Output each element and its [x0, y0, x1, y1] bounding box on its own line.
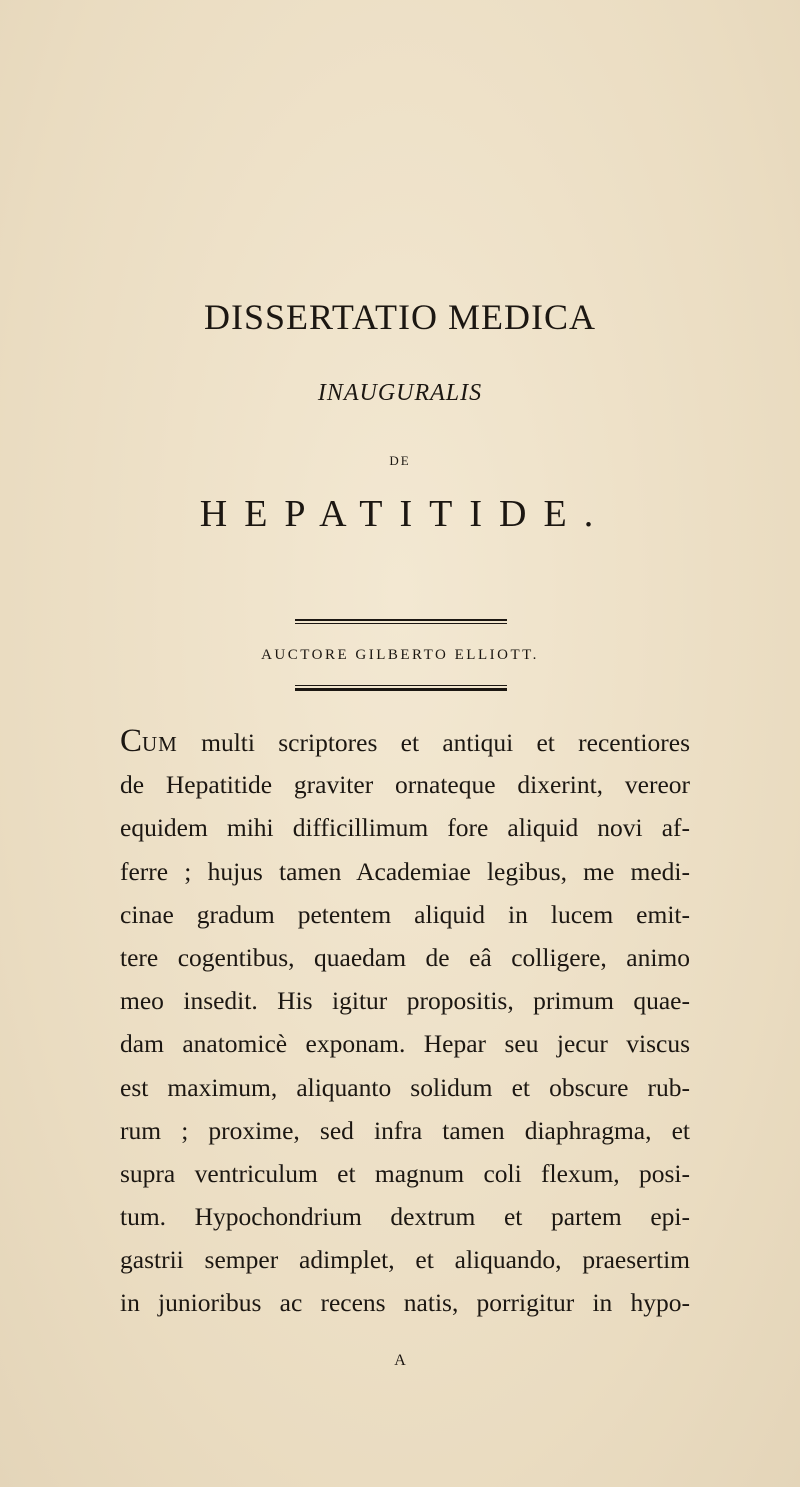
text-line: supra ventriculum et magnum coli flexum, posi-: [120, 1158, 690, 1188]
top-divider-rule-thin: [295, 623, 507, 624]
drop-capital: C: [120, 723, 143, 759]
text-line: de Hepatitide graviter ornateque dixerint, vereor: [120, 770, 690, 800]
line-1-text: multi scriptores et antiqui et recentiores: [177, 728, 690, 757]
text-line: est maximum, aliquanto solidum et obscure rub-: [120, 1072, 690, 1102]
small-caps-word: UM: [142, 732, 178, 756]
dissertation-topic: HEPATITIDE.: [199, 493, 611, 535]
text-line-1: [120, 720, 690, 763]
dissertation-subtitle: INAUGURALIS: [317, 380, 483, 406]
text-line: tum. Hypochondrium dextrum et partem epi-: [120, 1202, 690, 1232]
body-paragraph: [120, 720, 690, 1325]
bottom-divider-rule-thin: [295, 685, 507, 686]
text-line: equidem mihi difficillimum fore aliquid novi af-: [120, 813, 690, 843]
text-line: gastrii semper adimplet, et aliquando, praesertim: [120, 1245, 690, 1275]
signature-mark: A: [394, 1352, 406, 1369]
text-line: cinae gradum petentem aliquid in lucem emit-: [120, 899, 690, 929]
text-line: rum ; proxime, sed infra tamen diaphragma, et: [120, 1115, 690, 1145]
top-divider-rule: [295, 619, 507, 621]
text-line: in junioribus ac recens natis, porrigitur in hypo-: [120, 1288, 690, 1318]
text-line: meo insedit. His igitur propositis, primum quae-: [120, 986, 690, 1016]
text-line: dam anatomicè exponam. Hepar seu jecur viscus: [120, 1029, 690, 1059]
dissertation-title: DISSERTATIO MEDICA: [204, 297, 596, 337]
text-line: tere cogentibus, quaedam de eâ colligere, animo: [120, 942, 690, 972]
bottom-divider-rule: [295, 688, 507, 691]
text-line: ferre ; hujus tamen Academiae legibus, me medi-: [120, 856, 690, 886]
title-preposition: DE: [389, 453, 411, 468]
author-line: AUCTORE GILBERTO ELLIOTT.: [261, 647, 539, 663]
